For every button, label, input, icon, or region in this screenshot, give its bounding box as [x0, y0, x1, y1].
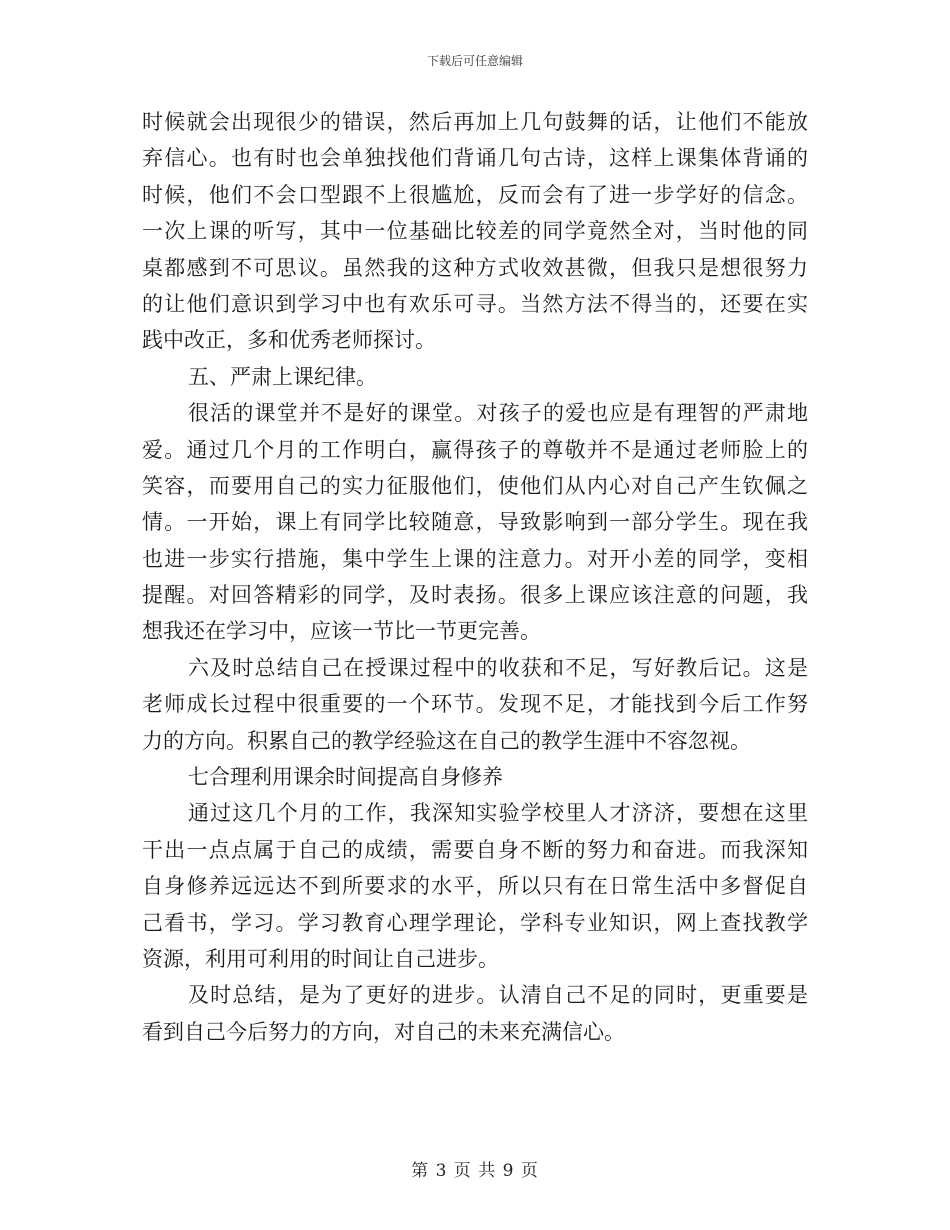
page-header-note: 下载后可任意编辑	[426, 54, 523, 68]
text-line: 资源，利用可利用的时间让自己进步。	[142, 946, 499, 971]
section-heading: 五、严肃上课纪律。	[188, 364, 377, 389]
text-line: 情。一开始，课上有同学比较随意，导致影响到一部分学生。现在我	[142, 510, 808, 535]
text-line: 通过这几个月的工作，我深知实验学校里人才济济，要想在这里	[188, 801, 808, 826]
section-heading: 七合理利用课余时间提高自身修养	[188, 765, 503, 790]
text-line: 很活的课堂并不是好的课堂。对孩子的爱也应是有理智的严肃地	[188, 401, 808, 426]
text-line: 也进一步实行措施，集中学生上课的注意力。对开小差的同学，变相	[142, 546, 808, 571]
text-line: 老师成长过程中很重要的一个环节。发现不足，才能找到今后工作努	[142, 692, 808, 717]
text-line: 及时总结，是为了更好的进步。认清自己不足的同时，更重要是	[188, 983, 808, 1008]
text-line: 笑容，而要用自己的实力征服他们，使他们从内心对自己产生钦佩之	[142, 473, 808, 498]
text-line: 时候，他们不会口型跟不上很尴尬，反而会有了进一步学好的信念。	[142, 182, 808, 207]
text-line: 弃信心。也有时也会单独找他们背诵几句古诗，这样上课集体背诵的	[142, 146, 808, 171]
text-line: 爱。通过几个月的工作明白，赢得孩子的尊敬并不是通过老师脸上的	[142, 437, 808, 462]
text-line: 时候就会出现很少的错误，然后再加上几句鼓舞的话，让他们不能放	[142, 110, 808, 134]
text-line: 自身修养远远达不到所要求的水平，所以只有在日常生活中多督促自	[142, 874, 808, 899]
text-line: 的让他们意识到学习中也有欢乐可寻。当然方法不得当的，还要在实	[142, 291, 808, 316]
page-number-footer: 第 3 页 共 9 页	[411, 1161, 539, 1181]
text-line: 践中改正，多和优秀老师探讨。	[142, 328, 436, 353]
text-line: 己看书，学习。学习教育心理学理论，学科专业知识，网上查找教学	[142, 910, 808, 935]
text-line: 力的方向。积累自己的教学经验这在自己的教学生涯中不容忽视。	[142, 728, 751, 753]
section-heading: 六及时总结自己在授课过程中的收获和不足，写好教后记。这是	[188, 655, 808, 680]
document-body	[142, 104, 808, 1050]
text-line: 看到自己今后努力的方向，对自己的未来充满信心。	[142, 1019, 625, 1044]
text-line: 想我还在学习中，应该一节比一节更完善。	[142, 619, 541, 644]
text-line: 干出一点点属于自己的成绩，需要自身不断的努力和奋进。而我深知	[142, 837, 808, 862]
text-line: 提醒。对回答精彩的同学，及时表扬。很多上课应该注意的问题，我	[142, 583, 808, 608]
text-line: 桌都感到不可思议。虽然我的这种方式收效甚微，但我只是想很努力	[142, 255, 808, 280]
text-line: 一次上课的听写，其中一位基础比较差的同学竟然全对，当时他的同	[142, 219, 808, 244]
